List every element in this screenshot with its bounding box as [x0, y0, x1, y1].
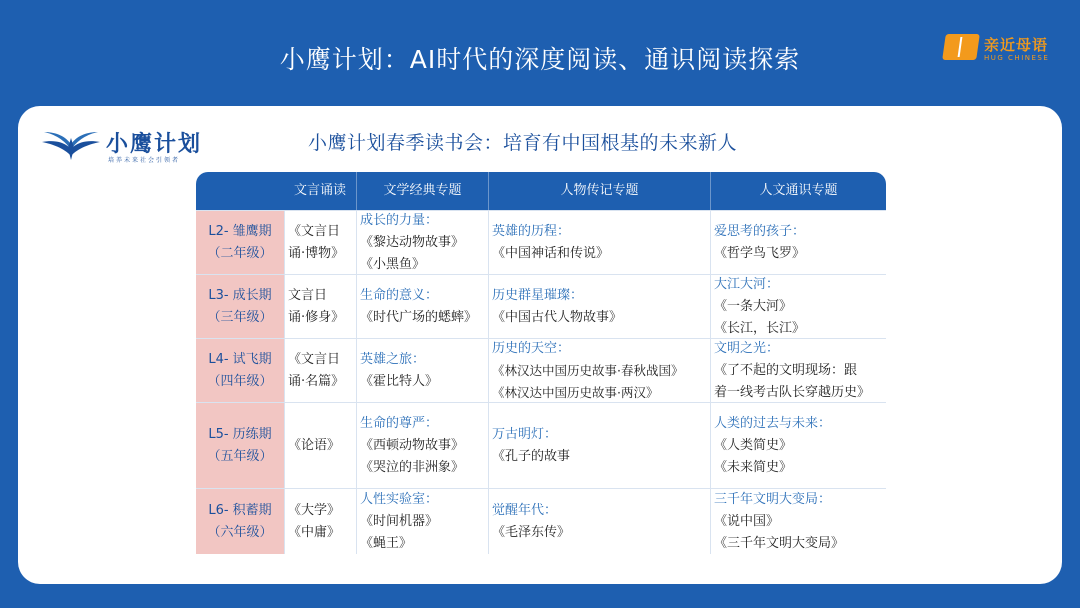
topic-title: 爱思考的孩子：	[714, 223, 806, 239]
level-name: L6- 积蓄期	[208, 502, 272, 518]
topic-title: 生命的尊严：	[360, 415, 439, 431]
humanities-cell	[714, 275, 886, 338]
reading-table	[196, 172, 886, 554]
book-title: 《时间机器》	[360, 513, 439, 529]
topic-title: 历史的天空：	[492, 340, 571, 356]
topic-title: 三千年文明大变局：	[714, 491, 832, 507]
topic-title: 觉醒年代：	[492, 502, 558, 518]
literature-cell	[360, 403, 488, 488]
table-row	[196, 338, 886, 402]
grade-label: （五年级）	[207, 448, 273, 464]
classical-cell	[288, 339, 356, 402]
program-logo	[40, 124, 250, 168]
topic-title: 历史群星璀璨：	[492, 287, 584, 303]
topic-title: 英雄的历程：	[492, 223, 571, 239]
level-cell	[196, 489, 284, 554]
topic-title: 大江大河：	[714, 276, 780, 292]
humanities-cell	[714, 339, 886, 402]
book-title: 《说中国》	[714, 513, 780, 529]
biography-cell	[492, 489, 710, 554]
slide-title: 小鹰计划：AI时代的深度阅读、通识阅读探索	[279, 45, 801, 74]
biography-cell	[492, 275, 710, 338]
book-title: 诵·修身》	[288, 309, 345, 325]
brand-subtitle: HUG CHINESE	[984, 54, 1050, 62]
level-cell	[196, 211, 284, 274]
biography-cell	[492, 339, 710, 402]
book-title: 《中国神话和传说》	[492, 245, 610, 261]
book-icon	[942, 34, 980, 60]
table-row	[196, 402, 886, 488]
level-name: L5- 历练期	[208, 426, 272, 442]
level-name: L4- 试飞期	[208, 351, 272, 367]
book-title: 《哭泣的非洲象》	[360, 459, 465, 475]
header-classical: 文言诵读	[293, 183, 346, 198]
book-title: 《霍比特人》	[360, 373, 439, 389]
book-title: 《林汉达中国历史故事·两汉》	[492, 384, 659, 400]
book-title: 《论语》	[288, 437, 341, 453]
book-title: 《中国古代人物故事》	[492, 309, 623, 325]
level-name: L3- 成长期	[208, 287, 272, 303]
content-card	[18, 106, 1062, 584]
grade-label: （三年级）	[207, 309, 273, 325]
header-literature: 文学经典专题	[356, 172, 488, 210]
book-title: 《蝇王》	[360, 535, 413, 551]
book-title: 《林汉达中国历史故事·春秋战国》	[492, 362, 684, 378]
book-title: 《一条大河》	[714, 298, 793, 314]
book-title: 《孔子的故事	[492, 448, 571, 464]
logo-tagline: 培养未来社会引领者	[108, 157, 181, 164]
table-header	[196, 172, 886, 210]
topic-title: 文明之光：	[714, 340, 780, 356]
card-title: 小鹰计划春季读书会：培育有中国根基的未来新人	[308, 132, 738, 154]
brand-name: 亲近母语	[984, 36, 1049, 54]
level-cell	[196, 275, 284, 338]
literature-cell	[360, 489, 488, 554]
topic-title: 成长的力量：	[360, 212, 439, 228]
grade-label: （二年级）	[207, 245, 273, 261]
biography-cell	[492, 403, 710, 488]
book-title: 《了不起的文明现场：跟	[714, 362, 858, 378]
literature-cell	[360, 211, 488, 274]
book-title: 《未来简史》	[714, 459, 793, 475]
book-title: 《西顿动物故事》	[360, 437, 465, 453]
classical-cell	[288, 403, 356, 488]
book-title: 《人类简史》	[714, 437, 793, 453]
book-title: 《哲学鸟飞罗》	[714, 245, 806, 261]
logo-name: 小鹰计划	[106, 132, 203, 157]
topic-title: 人类的过去与未来：	[714, 415, 832, 431]
grade-label: （四年级）	[207, 373, 273, 389]
book-title: 着一线考古队长穿越历史》	[714, 384, 871, 400]
topic-title: 英雄之旅：	[360, 351, 426, 367]
humanities-cell	[714, 211, 886, 274]
eagle-icon	[40, 126, 102, 162]
biography-cell	[492, 211, 710, 274]
book-title: 《三千年文明大变局》	[714, 535, 845, 551]
header-biography: 人物传记专题	[488, 172, 710, 210]
classical-cell	[288, 275, 356, 338]
brand-logo	[944, 32, 1064, 66]
literature-cell	[360, 339, 488, 402]
book-title: 《小黑鱼》	[360, 256, 426, 272]
humanities-cell	[714, 403, 886, 488]
header-humanities: 人文通识专题	[710, 172, 886, 210]
table-row	[196, 210, 886, 274]
book-title: 《文言日	[288, 351, 341, 367]
classical-cell	[288, 211, 356, 274]
topic-title: 万古明灯：	[492, 426, 558, 442]
humanities-cell	[714, 489, 886, 554]
level-cell	[196, 339, 284, 402]
table-row	[196, 274, 886, 338]
classical-cell	[288, 489, 356, 554]
table-row	[196, 488, 886, 554]
book-title: 诵·博物》	[288, 245, 345, 261]
book-title: 《中庸》	[288, 524, 341, 540]
literature-cell	[360, 275, 488, 338]
topic-title: 生命的意义：	[360, 287, 439, 303]
book-title: 《文言日	[288, 223, 341, 239]
book-title: 诵·名篇》	[288, 373, 345, 389]
topic-title: 人性实验室：	[360, 491, 439, 507]
book-title: 《毛泽东传》	[492, 524, 571, 540]
level-cell	[196, 403, 284, 488]
book-title: 《长江，长江》	[714, 320, 806, 336]
book-title: 《大学》	[288, 502, 341, 518]
book-title: 《时代广场的蟋蟀》	[360, 309, 478, 325]
book-title: 《黎达动物故事》	[360, 234, 465, 250]
level-name: L2- 雏鹰期	[208, 223, 272, 239]
book-title: 文言日	[288, 287, 328, 303]
grade-label: （六年级）	[207, 524, 273, 540]
